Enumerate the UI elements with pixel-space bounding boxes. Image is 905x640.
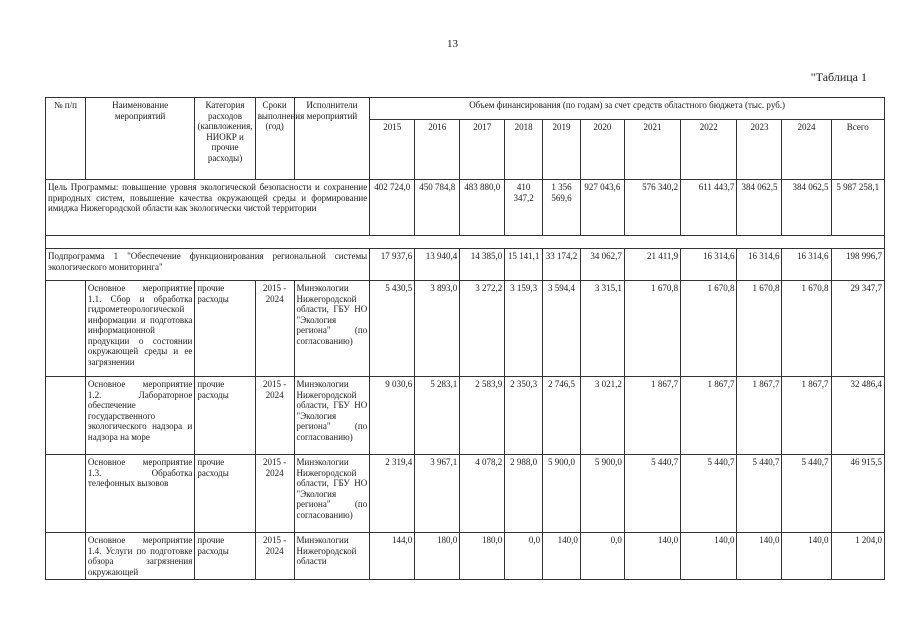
value-cell: 402 724,0 <box>370 180 415 236</box>
value-cell: 5 440,7 <box>624 455 680 533</box>
table-caption: "Таблица 1 <box>810 70 867 84</box>
value-cell: 140,0 <box>681 533 737 580</box>
value-cell: 384 062,5 <box>737 180 782 236</box>
value-cell: 927 043,6 <box>580 180 624 236</box>
value-cell: 5 440,7 <box>782 455 831 533</box>
activity-period: 2015 - 2024 <box>255 533 294 580</box>
page-number: 13 <box>447 38 458 50</box>
header-executors: Исполнители мероприятий <box>294 98 370 180</box>
num-cell <box>46 281 86 377</box>
value-cell: 140,0 <box>624 533 680 580</box>
value-cell: 1 670,8 <box>624 281 680 377</box>
total-cell: 32 486,4 <box>831 377 884 455</box>
goal-text: Цель Программы: повышение уровня экологической безопасности и сохранение природных систем, повышение качества окружающей среды и формирование имиджа Нижегородской области как экологически чистой территории <box>46 180 370 236</box>
value-cell: 576 340,2 <box>624 180 680 236</box>
header-category: Категория расходов (капвложения, НИОКР и прочие расходы) <box>195 98 255 180</box>
value-cell: 3 967,1 <box>415 455 460 533</box>
value-cell: 17 937,6 <box>370 249 415 281</box>
num-cell <box>46 533 86 580</box>
value-cell: 1 867,7 <box>782 377 831 455</box>
value-cell: 140,0 <box>543 533 581 580</box>
activity-name: Основное мероприятие 1.2. Лабораторное обеспечение государственного экологического надзора и надзора на море <box>85 377 194 455</box>
activity-row <box>46 377 885 455</box>
header-year: 2015 <box>370 120 415 180</box>
value-cell: 21 411,9 <box>624 249 680 281</box>
header-year: 2023 <box>737 120 782 180</box>
num-cell <box>46 377 86 455</box>
header-year: 2018 <box>505 120 543 180</box>
value-cell: 611 443,7 <box>681 180 737 236</box>
total-cell: 198 996,7 <box>831 249 884 281</box>
value-cell: 1 670,8 <box>737 281 782 377</box>
value-cell: 4 078,2 <box>460 455 505 533</box>
value-cell: 5 430,5 <box>370 281 415 377</box>
value-cell: 1 356 569,6 <box>543 180 581 236</box>
total-cell: 29 347,7 <box>831 281 884 377</box>
value-cell: 2 988,0 <box>505 455 543 533</box>
activity-row <box>46 281 885 377</box>
value-cell: 5 900,0 <box>580 455 624 533</box>
activity-category: прочие расходы <box>195 281 255 377</box>
funding-table <box>45 97 885 580</box>
value-cell: 1 867,7 <box>624 377 680 455</box>
header-name: Наименование мероприятий <box>85 98 194 180</box>
header-year: 2016 <box>415 120 460 180</box>
header-year: 2019 <box>543 120 581 180</box>
value-cell: 9 030,6 <box>370 377 415 455</box>
activity-period: 2015 - 2024 <box>255 377 294 455</box>
total-cell: 5 987 258,1 <box>831 180 884 236</box>
total-cell: 46 915,5 <box>831 455 884 533</box>
value-cell: 5 440,7 <box>737 455 782 533</box>
value-cell: 2 319,4 <box>370 455 415 533</box>
value-cell: 410 347,2 <box>505 180 543 236</box>
spacer-row <box>46 236 885 249</box>
value-cell: 0,0 <box>505 533 543 580</box>
value-cell: 3 315,1 <box>580 281 624 377</box>
value-cell: 5 900,0 <box>543 455 581 533</box>
activity-executors: Минэкологии Нижегородской области, ГБУ НО "Экология региона" (по согласованию) <box>294 455 370 533</box>
activity-executors: Минэкологии Нижегородской области, ГБУ НО "Экология региона" (по согласованию) <box>294 281 370 377</box>
value-cell: 13 940,4 <box>415 249 460 281</box>
activity-row <box>46 455 885 533</box>
activity-category: прочие расходы <box>195 533 255 580</box>
value-cell: 384 062,5 <box>782 180 831 236</box>
value-cell: 3 159,3 <box>505 281 543 377</box>
total-cell: 1 204,0 <box>831 533 884 580</box>
value-cell: 33 174,2 <box>543 249 581 281</box>
activity-name: Основное мероприятие 1.1. Сбор и обработка гидрометеорологической информации и подготовка информационной продукции о состоянии окружающей среды и ее загрязнении <box>85 281 194 377</box>
value-cell: 483 880,0 <box>460 180 505 236</box>
value-cell: 1 670,8 <box>782 281 831 377</box>
value-cell: 3 893,0 <box>415 281 460 377</box>
value-cell: 5 440,7 <box>681 455 737 533</box>
header-year: 2021 <box>624 120 680 180</box>
subprogram-text: Подпрограмма 1 "Обеспечение функционирования региональной системы экологического мониторинга" <box>46 249 370 281</box>
activity-name: Основное мероприятие 1.3. Обработка телефонных вызовов <box>85 455 194 533</box>
value-cell: 2 746,5 <box>543 377 581 455</box>
header-total: Всего <box>831 120 884 180</box>
value-cell: 3 594,4 <box>543 281 581 377</box>
activity-executors: Минэкологии Нижегородской области <box>294 533 370 580</box>
activity-executors: Минэкологии Нижегородской области, ГБУ НО "Экология региона" (по согласованию) <box>294 377 370 455</box>
value-cell: 2 350,3 <box>505 377 543 455</box>
value-cell: 180,0 <box>460 533 505 580</box>
activity-row <box>46 533 885 580</box>
value-cell: 1 867,7 <box>737 377 782 455</box>
value-cell: 16 314,6 <box>737 249 782 281</box>
header-year: 2020 <box>580 120 624 180</box>
value-cell: 14 385,0 <box>460 249 505 281</box>
header-year: 2017 <box>460 120 505 180</box>
header-period: Сроки выполнения (год) <box>255 98 294 180</box>
value-cell: 34 062,7 <box>580 249 624 281</box>
value-cell: 140,0 <box>737 533 782 580</box>
header-year: 2024 <box>782 120 831 180</box>
value-cell: 1 670,8 <box>681 281 737 377</box>
num-cell <box>46 455 86 533</box>
value-cell: 1 867,7 <box>681 377 737 455</box>
value-cell: 2 583,9 <box>460 377 505 455</box>
value-cell: 3 272,2 <box>460 281 505 377</box>
value-cell: 16 314,6 <box>782 249 831 281</box>
activity-category: прочие расходы <box>195 377 255 455</box>
activity-category: прочие расходы <box>195 455 255 533</box>
value-cell: 450 784,8 <box>415 180 460 236</box>
goal-row <box>46 180 885 236</box>
value-cell: 5 283,1 <box>415 377 460 455</box>
activity-name: Основное мероприятие 1.4. Услуги по подготовке обзора загрязнения окружающей <box>85 533 194 580</box>
subprogram-row <box>46 249 885 281</box>
header-year: 2022 <box>681 120 737 180</box>
spacer-cell <box>46 236 885 249</box>
header-num: № п/п <box>46 98 86 180</box>
activity-period: 2015 - 2024 <box>255 281 294 377</box>
value-cell: 3 021,2 <box>580 377 624 455</box>
value-cell: 144,0 <box>370 533 415 580</box>
value-cell: 16 314,6 <box>681 249 737 281</box>
header-funding: Объем финансирования (по годам) за счет средств областного бюджета (тыс. руб.) <box>370 98 885 120</box>
activity-period: 2015 - 2024 <box>255 455 294 533</box>
value-cell: 140,0 <box>782 533 831 580</box>
value-cell: 15 141,1 <box>505 249 543 281</box>
value-cell: 180,0 <box>415 533 460 580</box>
value-cell: 0,0 <box>580 533 624 580</box>
